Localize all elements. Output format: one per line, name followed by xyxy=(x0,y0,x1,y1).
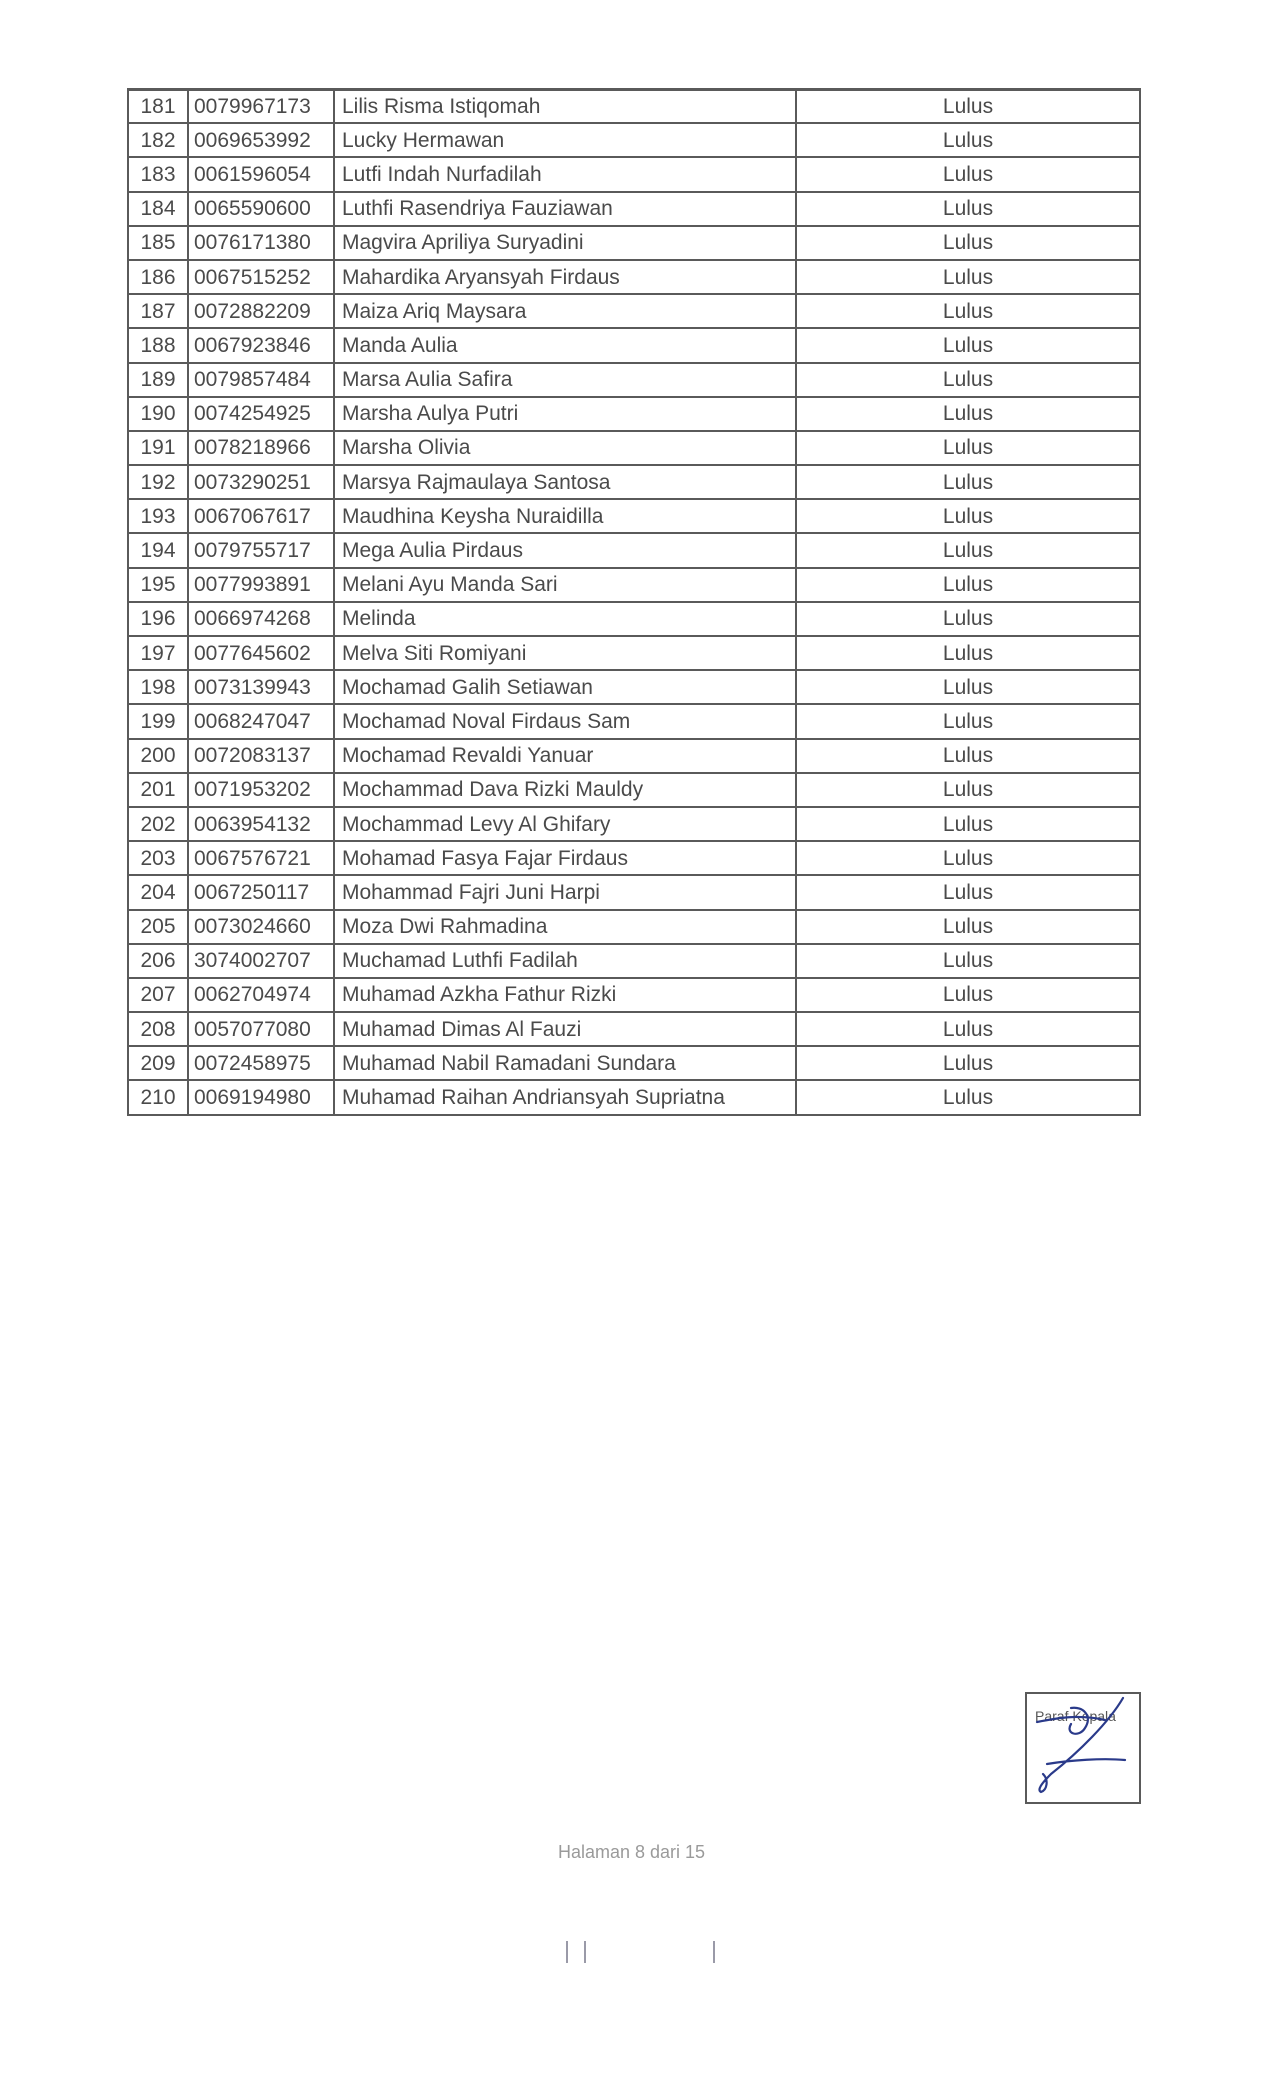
row-nisn: 0067576721 xyxy=(188,841,334,875)
row-status: Lulus xyxy=(796,397,1140,431)
row-student-name: Lutfi Indah Nurfadilah xyxy=(334,157,796,191)
row-number: 205 xyxy=(128,910,188,944)
row-student-name: Marsha Olivia xyxy=(334,431,796,465)
row-status: Lulus xyxy=(796,1012,1140,1046)
row-status: Lulus xyxy=(796,1080,1140,1114)
row-number: 206 xyxy=(128,944,188,978)
row-number: 210 xyxy=(128,1080,188,1114)
row-student-name: Muchamad Luthfi Fadilah xyxy=(334,944,796,978)
table-row xyxy=(128,910,1140,944)
row-student-name: Moza Dwi Rahmadina xyxy=(334,910,796,944)
row-number: 209 xyxy=(128,1046,188,1080)
initials-box xyxy=(1025,1692,1141,1804)
row-number: 188 xyxy=(128,328,188,362)
row-status: Lulus xyxy=(796,739,1140,773)
row-student-name: Mohamad Fasya Fajar Firdaus xyxy=(334,841,796,875)
row-number: 197 xyxy=(128,636,188,670)
row-student-name: Lucky Hermawan xyxy=(334,123,796,157)
table-row xyxy=(128,1080,1140,1114)
row-status: Lulus xyxy=(796,670,1140,704)
table-row xyxy=(128,533,1140,567)
row-status: Lulus xyxy=(796,807,1140,841)
row-status: Lulus xyxy=(796,226,1140,260)
row-nisn: 0079755717 xyxy=(188,533,334,567)
row-status: Lulus xyxy=(796,294,1140,328)
row-number: 184 xyxy=(128,192,188,226)
initials-label: Paraf Kepala xyxy=(1035,1708,1116,1724)
row-student-name: Mochamad Noval Firdaus Sam xyxy=(334,704,796,738)
table-row xyxy=(128,978,1140,1012)
row-student-name: Mochammad Dava Rizki Mauldy xyxy=(334,773,796,807)
row-student-name: Marsha Aulya Putri xyxy=(334,397,796,431)
row-nisn: 0072458975 xyxy=(188,1046,334,1080)
row-status: Lulus xyxy=(796,773,1140,807)
table-row xyxy=(128,568,1140,602)
row-status: Lulus xyxy=(796,1046,1140,1080)
row-student-name: Mahardika Aryansyah Firdaus xyxy=(334,260,796,294)
row-number: 195 xyxy=(128,568,188,602)
row-student-name: Mochamad Galih Setiawan xyxy=(334,670,796,704)
table-row xyxy=(128,841,1140,875)
row-nisn: 0076171380 xyxy=(188,226,334,260)
row-nisn: 3074002707 xyxy=(188,944,334,978)
table-row xyxy=(128,431,1140,465)
row-student-name: Lilis Risma Istiqomah xyxy=(334,89,796,123)
row-number: 208 xyxy=(128,1012,188,1046)
row-status: Lulus xyxy=(796,465,1140,499)
row-number: 201 xyxy=(128,773,188,807)
row-nisn: 0073290251 xyxy=(188,465,334,499)
row-student-name: Manda Aulia xyxy=(334,328,796,362)
row-status: Lulus xyxy=(796,978,1140,1012)
table-row xyxy=(128,1012,1140,1046)
row-number: 203 xyxy=(128,841,188,875)
row-number: 196 xyxy=(128,602,188,636)
table-row xyxy=(128,807,1140,841)
row-status: Lulus xyxy=(796,328,1140,362)
row-student-name: Muhamad Raihan Andriansyah Supriatna xyxy=(334,1080,796,1114)
row-student-name: Mohammad Fajri Juni Harpi xyxy=(334,875,796,909)
row-status: Lulus xyxy=(796,192,1140,226)
row-number: 182 xyxy=(128,123,188,157)
row-student-name: Muhamad Azkha Fathur Rizki xyxy=(334,978,796,1012)
table-row xyxy=(128,875,1140,909)
row-student-name: Muhamad Dimas Al Fauzi xyxy=(334,1012,796,1046)
row-status: Lulus xyxy=(796,499,1140,533)
row-status: Lulus xyxy=(796,89,1140,123)
table-row xyxy=(128,944,1140,978)
row-number: 189 xyxy=(128,363,188,397)
table-row xyxy=(128,226,1140,260)
table-row xyxy=(128,260,1140,294)
graduation-results-table xyxy=(127,88,1141,1116)
row-number: 199 xyxy=(128,704,188,738)
row-status: Lulus xyxy=(796,944,1140,978)
row-student-name: Mega Aulia Pirdaus xyxy=(334,533,796,567)
row-student-name: Maudhina Keysha Nuraidilla xyxy=(334,499,796,533)
row-nisn: 0067515252 xyxy=(188,260,334,294)
row-nisn: 0062704974 xyxy=(188,978,334,1012)
table-row xyxy=(128,670,1140,704)
row-student-name: Luthfi Rasendriya Fauziawan xyxy=(334,192,796,226)
table-row xyxy=(128,499,1140,533)
row-number: 187 xyxy=(128,294,188,328)
table-row xyxy=(128,636,1140,670)
scan-mark xyxy=(584,1941,586,1963)
row-nisn: 0078218966 xyxy=(188,431,334,465)
row-nisn: 0077645602 xyxy=(188,636,334,670)
row-student-name: Magvira Apriliya Suryadini xyxy=(334,226,796,260)
row-nisn: 0063954132 xyxy=(188,807,334,841)
row-number: 181 xyxy=(128,89,188,123)
row-student-name: Melinda xyxy=(334,602,796,636)
row-nisn: 0073139943 xyxy=(188,670,334,704)
row-nisn: 0074254925 xyxy=(188,397,334,431)
row-status: Lulus xyxy=(796,260,1140,294)
row-number: 207 xyxy=(128,978,188,1012)
row-number: 183 xyxy=(128,157,188,191)
row-nisn: 0057077080 xyxy=(188,1012,334,1046)
row-nisn: 0068247047 xyxy=(188,704,334,738)
row-number: 193 xyxy=(128,499,188,533)
table-row xyxy=(128,294,1140,328)
row-nisn: 0079967173 xyxy=(188,89,334,123)
table-row xyxy=(128,773,1140,807)
page-number: Halaman 8 dari 15 xyxy=(557,1842,706,1862)
signature-mark xyxy=(1027,1694,1139,1802)
row-nisn: 0072882209 xyxy=(188,294,334,328)
table-row xyxy=(128,89,1140,123)
row-student-name: Muhamad Nabil Ramadani Sundara xyxy=(334,1046,796,1080)
row-nisn: 0069653992 xyxy=(188,123,334,157)
row-nisn: 0079857484 xyxy=(188,363,334,397)
row-status: Lulus xyxy=(796,875,1140,909)
scan-mark xyxy=(566,1941,568,1963)
table-row xyxy=(128,1046,1140,1080)
table-row xyxy=(128,704,1140,738)
row-number: 194 xyxy=(128,533,188,567)
row-nisn: 0067067617 xyxy=(188,499,334,533)
row-number: 191 xyxy=(128,431,188,465)
row-number: 204 xyxy=(128,875,188,909)
row-student-name: Marsa Aulia Safira xyxy=(334,363,796,397)
scan-mark xyxy=(713,1941,715,1963)
row-number: 186 xyxy=(128,260,188,294)
table-row xyxy=(128,363,1140,397)
table-row xyxy=(128,328,1140,362)
row-status: Lulus xyxy=(796,363,1140,397)
row-student-name: Marsya Rajmaulaya Santosa xyxy=(334,465,796,499)
table-row xyxy=(128,739,1140,773)
row-number: 202 xyxy=(128,807,188,841)
row-nisn: 0061596054 xyxy=(188,157,334,191)
row-nisn: 0077993891 xyxy=(188,568,334,602)
row-nisn: 0069194980 xyxy=(188,1080,334,1114)
row-status: Lulus xyxy=(796,568,1140,602)
table-row xyxy=(128,602,1140,636)
row-nisn: 0067250117 xyxy=(188,875,334,909)
row-status: Lulus xyxy=(796,704,1140,738)
row-student-name: Melva Siti Romiyani xyxy=(334,636,796,670)
row-nisn: 0072083137 xyxy=(188,739,334,773)
row-status: Lulus xyxy=(796,636,1140,670)
row-status: Lulus xyxy=(796,910,1140,944)
table-row xyxy=(128,192,1140,226)
row-nisn: 0066974268 xyxy=(188,602,334,636)
row-number: 198 xyxy=(128,670,188,704)
row-nisn: 0073024660 xyxy=(188,910,334,944)
row-student-name: Mochamad Revaldi Yanuar xyxy=(334,739,796,773)
table-row xyxy=(128,465,1140,499)
row-status: Lulus xyxy=(796,602,1140,636)
row-nisn: 0071953202 xyxy=(188,773,334,807)
row-student-name: Melani Ayu Manda Sari xyxy=(334,568,796,602)
table-body xyxy=(128,89,1140,1115)
row-nisn: 0065590600 xyxy=(188,192,334,226)
row-status: Lulus xyxy=(796,533,1140,567)
row-status: Lulus xyxy=(796,123,1140,157)
table-row xyxy=(128,123,1140,157)
table-row xyxy=(128,157,1140,191)
row-student-name: Maiza Ariq Maysara xyxy=(334,294,796,328)
table-row xyxy=(128,397,1140,431)
row-number: 185 xyxy=(128,226,188,260)
row-number: 200 xyxy=(128,739,188,773)
row-status: Lulus xyxy=(796,431,1140,465)
row-number: 192 xyxy=(128,465,188,499)
row-nisn: 0067923846 xyxy=(188,328,334,362)
row-status: Lulus xyxy=(796,841,1140,875)
row-status: Lulus xyxy=(796,157,1140,191)
row-number: 190 xyxy=(128,397,188,431)
row-student-name: Mochammad Levy Al Ghifary xyxy=(334,807,796,841)
